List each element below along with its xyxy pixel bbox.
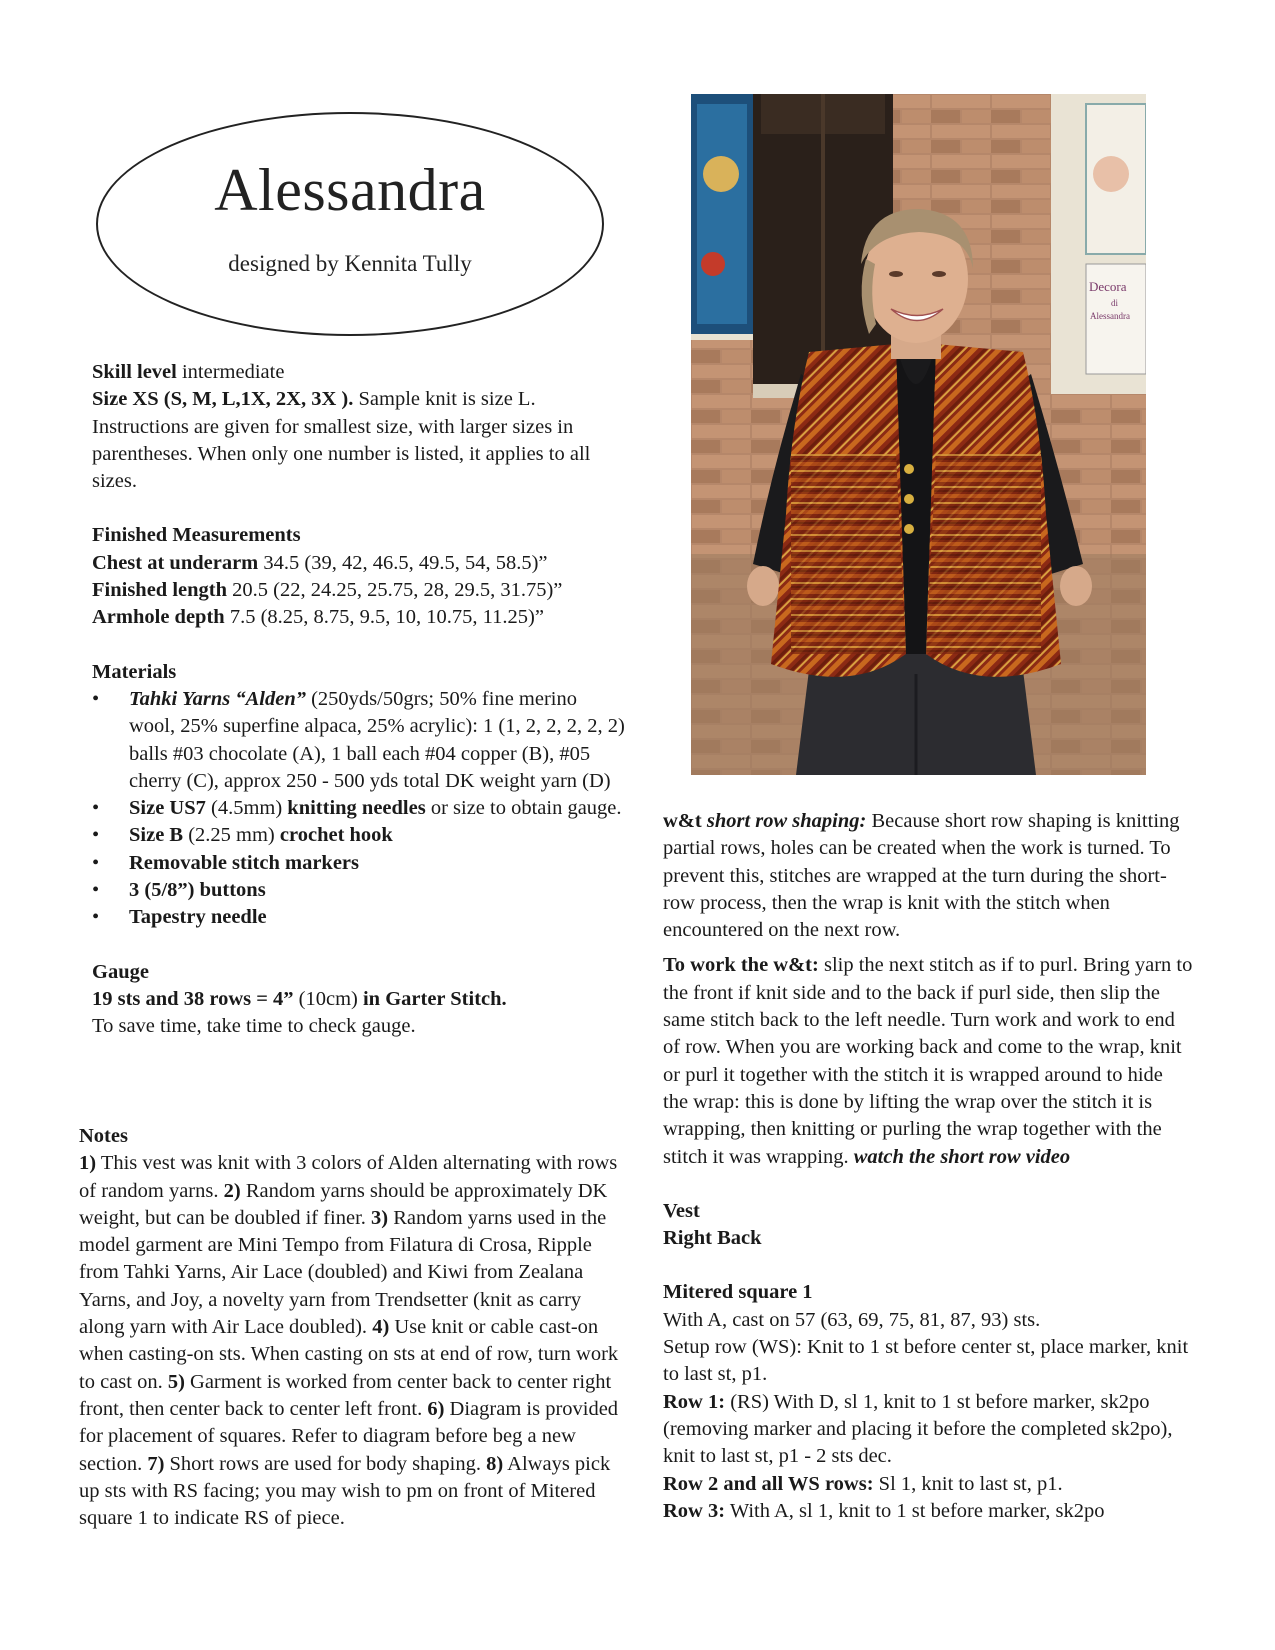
row-3-label: Row 3: — [663, 1499, 726, 1522]
buttons-item: 3 (5/8”) buttons — [129, 879, 266, 902]
note-text: Garment is worked from center back to center right front, then center back to center left front. — [79, 1370, 612, 1420]
length-value: 20.5 (22, 24.25, 25.75, 28, 29.5, 31.75)” — [227, 579, 563, 602]
note-number: 8) — [486, 1452, 504, 1475]
yarn-text: (250yds/50grs; 50% fine merino wool, 25% superfine alpaca, 25% acrylic): 1 (1, 2, 2, 2, 2, 2) balls #03 chocolate (A), 1 ball each #04 copper (B), #05 cherry (C), approx 250 - 500 yds total DK weight yarn (D) — [129, 687, 625, 792]
needles-mm: (4.5mm) — [205, 797, 288, 820]
list-item — [92, 904, 627, 931]
row-1-instruction — [663, 1389, 1193, 1471]
pattern-title: Alessandra — [214, 157, 486, 223]
sign-text-1: Decora — [1089, 279, 1127, 294]
row-2-label: Row 2 and all WS rows: — [663, 1472, 874, 1495]
setup-row-instruction: Setup row (WS): Knit to 1 st before center st, place marker, knit to last st, p1. — [663, 1336, 1189, 1386]
list-item — [92, 850, 627, 877]
gauge-cm: (10cm) — [293, 987, 363, 1010]
wt-description — [663, 808, 1193, 944]
materials-heading-text: Materials — [92, 660, 177, 683]
chest-measurement — [92, 550, 627, 577]
row-1-text: (RS) With D, sl 1, knit to 1 st before marker, sk2po (removing marker and placing it before the completed sk2po), knit to last st, p1 - 2 sts dec. — [663, 1390, 1173, 1468]
cast-on-instruction: With A, cast on 57 (63, 69, 75, 81, 87, 93) sts. — [663, 1308, 1041, 1331]
gauge-count: 19 sts and 38 rows = 4” — [92, 987, 294, 1010]
note-number: 5) — [167, 1370, 185, 1393]
designer-byline: designed by Kennita Tully — [228, 251, 472, 276]
wt-label-b: short row shaping: — [706, 810, 867, 832]
materials-list — [92, 686, 627, 932]
note-text: Always pick up sts with RS facing; you may wish to pm on front of Mitered square 1 to indicate RS of piece. — [79, 1452, 611, 1530]
right-back-heading-text: Right Back — [663, 1227, 762, 1250]
model-photo — [691, 94, 1146, 775]
sign-text-3: Alessandra — [1090, 311, 1130, 321]
gauge-note: To save time, take time to check gauge. — [92, 1015, 416, 1038]
list-item — [92, 686, 627, 795]
hook-size: Size B — [129, 824, 184, 847]
markers-item: Removable stitch markers — [129, 851, 360, 874]
row-2-text: Sl 1, knit to last st, p1. — [873, 1472, 1063, 1495]
length-label: Finished length — [92, 579, 227, 602]
size-text: Sample knit is size L. Instructions are given for smallest size, with larger sizes in parentheses. When only one number is listed, it applies to all sizes. — [92, 388, 591, 493]
size-label: Size XS (S, M, L,1X, 2X, 3X ). — [92, 388, 354, 411]
measurements-heading — [92, 522, 627, 549]
list-item — [92, 877, 627, 904]
row-3-instruction — [663, 1498, 1193, 1525]
wt-how-text: slip the next stitch as if to purl. Bring yarn to the front if knit side and to the back if purl side, then slip the same stitch back to the left needle. Turn work and work to end of row. When you are working back and come to the wrap, knit or purl it together with the stitch it is wrapped around to hide the wrap: this is done by lifting the wrap over the stitch it is wrapping, then knitting or purling the wrap together with the stitch it was wrapping. — [663, 954, 1193, 1168]
right-column — [663, 808, 1193, 1525]
left-column — [92, 359, 627, 1041]
note-text: Random yarns used in the model garment are Mini Tempo from Filatura di Crosa, Ripple from Tahki Yarns, Air Lace (doubled) and Kiwi from Zealana Yarns, and Joy, a novelty yarn from Trendsetter (knit as carry along yarn with Air Lace doubled). — [79, 1206, 607, 1339]
length-measurement — [92, 577, 627, 604]
note-text: This vest was knit with 3 colors of Alden alternating with rows of random yarns. — [79, 1152, 618, 1202]
tapestry-item: Tapestry needle — [129, 906, 267, 929]
mitered-square-heading — [663, 1279, 1193, 1306]
list-item — [92, 822, 627, 849]
armhole-label: Armhole depth — [92, 606, 225, 629]
needles-label: knitting needles — [287, 797, 426, 820]
row-3-text: With A, sl 1, knit to 1 st before marker, sk2po — [725, 1499, 1105, 1522]
mitered-square-heading-text: Mitered square 1 — [663, 1281, 813, 1304]
vest-heading — [663, 1198, 1193, 1225]
gauge-spec — [92, 986, 627, 1013]
note-text: Diagram is provided for placement of squares. Refer to diagram before beg a new section. — [79, 1397, 619, 1475]
gauge-heading-text: Gauge — [92, 960, 149, 983]
notes-body — [79, 1150, 627, 1532]
skill-level — [92, 359, 627, 386]
wt-how-label: To work the w&t: — [663, 954, 819, 977]
wt-label-a: w&t — [663, 810, 707, 832]
list-item — [92, 795, 627, 822]
right-back-heading — [663, 1225, 1193, 1252]
armhole-value: 7.5 (8.25, 8.75, 9.5, 10, 10.75, 11.25)” — [224, 606, 544, 629]
gauge-stitch: in Garter Stitch. — [362, 987, 507, 1010]
measurements-heading-text: Finished Measurements — [92, 524, 301, 547]
row-1-label: Row 1: — [663, 1390, 726, 1413]
materials-heading — [92, 659, 627, 686]
armhole-measurement — [92, 604, 627, 631]
yarn-name: Tahki Yarns “Alden” — [129, 687, 306, 710]
needles-rest: or size to obtain gauge. — [425, 797, 622, 820]
hook-label: crochet hook — [279, 824, 393, 847]
gauge-heading — [92, 959, 627, 986]
note-number: 3) — [371, 1206, 389, 1229]
chest-value: 34.5 (39, 42, 46.5, 49.5, 54, 58.5)” — [258, 551, 548, 574]
skill-value: intermediate — [176, 361, 285, 383]
chest-label: Chest at underarm — [92, 551, 259, 574]
hook-mm: (2.25 mm) — [183, 824, 280, 847]
note-text: Use knit or cable cast-on when casting-on sts. When casting on sts at end of row, turn work to cast on. — [79, 1316, 619, 1393]
photo-illustration — [691, 94, 1146, 775]
notes-heading-text: Notes — [79, 1125, 128, 1147]
needles-size: Size US7 — [129, 797, 206, 820]
vest-heading-text: Vest — [663, 1199, 700, 1222]
short-row-video-link[interactable]: watch the short row video — [853, 1145, 1071, 1168]
note-number: 1) — [79, 1152, 97, 1175]
note-text: Random yarns should be approximately DK weight, but can be doubled if finer. — [79, 1179, 608, 1229]
note-number: 6) — [427, 1397, 445, 1420]
row-2-instruction — [663, 1471, 1193, 1498]
skill-label: Skill level — [92, 361, 177, 383]
notes-section — [79, 1123, 627, 1532]
sign-text-2: di — [1111, 298, 1119, 308]
notes-heading — [79, 1123, 627, 1150]
note-number: 2) — [223, 1179, 241, 1202]
note-number: 7) — [147, 1452, 165, 1475]
wt-text: Because short row shaping is knitting partial rows, holes can be created when the work is turned. To prevent this, stitches are wrapped at the turn during the short-row process, then the wrap is knit with the stitch when encountered on the next row. — [663, 810, 1180, 942]
wt-instructions — [663, 952, 1193, 1170]
note-number: 4) — [372, 1316, 390, 1339]
note-text: Short rows are used for body shaping. — [164, 1452, 487, 1475]
size-info — [92, 386, 627, 495]
